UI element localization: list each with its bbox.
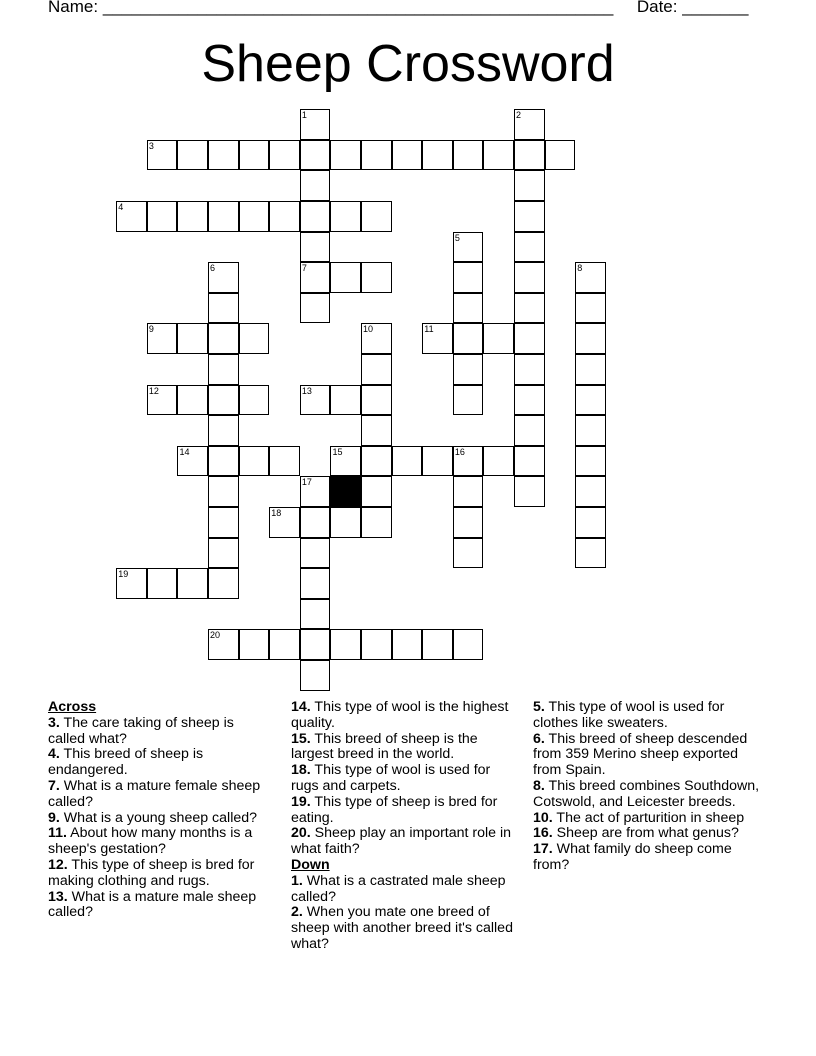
grid-cell[interactable] [269,629,300,660]
grid-cell[interactable] [483,323,514,354]
grid-cell[interactable] [514,109,545,140]
grid-cell[interactable] [147,568,178,599]
grid-cell[interactable] [177,568,208,599]
grid-cell[interactable] [177,385,208,416]
clue-across-20: 20. Sheep play an important role in what faith? [291,825,512,858]
grid-cell[interactable] [514,354,545,385]
grid-cell[interactable] [361,415,392,446]
clue-down-16: 16. Sheep are from what genus? [533,825,739,842]
grid-cell[interactable] [300,507,331,538]
grid-cell[interactable] [300,629,331,660]
grid-cell[interactable] [514,415,545,446]
grid-cell[interactable] [269,446,300,477]
clue-number: 20 [210,630,221,641]
grid-cell[interactable] [208,323,239,354]
grid-cell[interactable] [330,140,361,171]
grid-cell[interactable] [147,201,178,232]
grid-cell[interactable] [453,293,484,324]
grid-cell[interactable] [177,446,208,477]
grid-cell[interactable] [330,629,361,660]
grid-cell[interactable] [239,629,270,660]
clue-number: 2 [516,110,522,121]
grid-cell[interactable] [514,385,545,416]
clue-down-2: 2. When you mate one breed of sheep with another breed it's called what? [291,904,513,952]
grid-cell[interactable] [239,323,270,354]
grid-cell[interactable] [453,538,484,569]
grid-cell[interactable] [422,446,453,477]
grid-cell[interactable] [361,262,392,293]
clue-number: 6 [210,263,216,274]
grid-cell[interactable] [361,507,392,538]
grid-cell[interactable] [453,476,484,507]
grid-cell[interactable] [300,201,331,232]
grid-cell[interactable] [239,446,270,477]
grid-cell[interactable] [361,354,392,385]
grid-cell[interactable] [483,446,514,477]
grid-cell[interactable] [330,201,361,232]
grid-cell[interactable] [575,385,606,416]
clue-number: 8 [577,263,583,274]
grid-cell[interactable] [392,140,423,171]
grid-cell[interactable] [300,660,331,691]
clue-number: 3 [148,140,154,151]
grid-cell[interactable] [453,262,484,293]
clue-number: 17 [301,477,312,488]
grid-cell[interactable] [208,568,239,599]
grid-cell[interactable] [147,140,178,171]
grid-cell[interactable] [208,354,239,385]
grid-cell[interactable] [330,385,361,416]
grid-cell[interactable] [208,476,239,507]
clue-number: 15 [332,446,343,457]
grid-cell[interactable] [514,170,545,201]
grid-cell[interactable] [575,415,606,446]
grid-cell[interactable] [361,385,392,416]
grid-cell[interactable] [208,507,239,538]
grid-cell[interactable] [361,629,392,660]
clue-down-17: 17. What family do sheep come from? [533,841,732,873]
page-title: Sheep Crossword [201,35,615,93]
grid-cell[interactable] [177,323,208,354]
grid-cell[interactable] [453,629,484,660]
grid-cell[interactable] [392,629,423,660]
grid-cell[interactable] [422,140,453,171]
clue-number: 1 [301,110,307,121]
grid-cell[interactable] [453,232,484,263]
grid-cell[interactable] [300,140,331,171]
grid-cell[interactable] [575,507,606,538]
clue-number: 16 [454,446,465,457]
grid-cell[interactable] [300,538,331,569]
grid-cell[interactable] [239,201,270,232]
grid-cell[interactable] [300,232,331,263]
grid-cell[interactable] [208,293,239,324]
grid-cell[interactable] [147,385,178,416]
clue-across-19: 19. This type of sheep is bred for eating. [291,793,498,826]
clue-down-10: 10. The act of parturition in sheep [533,809,745,826]
grid-cell[interactable] [208,446,239,477]
grid-cell[interactable] [575,476,606,507]
grid-cell[interactable] [361,201,392,232]
grid-cell[interactable] [116,201,147,232]
clue-number: 10 [363,324,374,335]
grid-cell[interactable] [269,140,300,171]
grid-cell[interactable] [453,446,484,477]
across-heading: Across [48,699,97,715]
clue-down-8: 8. This breed combines Southdown, Cotswold, and Leicester breeds. [533,777,760,810]
grid-cell[interactable] [422,629,453,660]
grid-cell[interactable] [330,507,361,538]
grid-cell[interactable] [392,446,423,477]
clues-column-1 [48,700,273,921]
grid-cell[interactable] [514,262,545,293]
grid-cell[interactable] [453,140,484,171]
grid-cell[interactable] [208,385,239,416]
grid-cell[interactable] [361,476,392,507]
grid-cell[interactable] [575,323,606,354]
grid-cell[interactable] [575,262,606,293]
clue-across-7: 7. What is a mature female sheep called? [48,777,261,810]
grid-cell[interactable] [483,140,514,171]
clue-across-13: 13. What is a mature male sheep called? [48,888,257,921]
clue-across-4: 4. This breed of sheep is endangered. [48,746,204,779]
grid-cell[interactable] [208,201,239,232]
clue-number: 11 [424,324,434,335]
grid-cell[interactable] [300,170,331,201]
grid-cell[interactable] [514,140,545,171]
grid-cell[interactable] [514,293,545,324]
down-heading: Down [291,856,330,873]
grid-cell[interactable] [453,385,484,416]
grid-cell[interactable] [514,201,545,232]
clue-down-5: 5. This type of wool is used for clothes like sweaters. [533,699,725,731]
clue-number: 7 [301,263,307,274]
clue-across-11: 11. About how many months is a sheep's gestation? [48,825,253,858]
clue-number: 19 [118,569,129,580]
grid-cell[interactable] [330,446,361,477]
grid-cell[interactable] [514,476,545,507]
grid-cell[interactable] [300,599,331,630]
grid-cell[interactable] [177,201,208,232]
grid-cell[interactable] [575,293,606,324]
grid-cell[interactable] [422,323,453,354]
grid-cell[interactable] [453,507,484,538]
clues-column-3 [533,700,768,874]
clue-number: 13 [301,385,312,396]
grid-cell[interactable] [545,140,576,171]
grid-cell[interactable] [269,201,300,232]
grid-cell[interactable] [300,109,331,140]
clue-number: 4 [118,202,124,213]
date-label: Date: [636,0,678,16]
grid-cell[interactable] [300,262,331,293]
grid-cell[interactable] [116,568,147,599]
clue-number: 14 [179,446,190,457]
grid-cell[interactable] [361,446,392,477]
grid-cell[interactable] [208,629,239,660]
grid-cell[interactable] [453,354,484,385]
grid-cell[interactable] [300,293,331,324]
clue-number: 12 [148,385,159,396]
grid-cell[interactable] [208,538,239,569]
grid-cell[interactable] [147,323,178,354]
clue-number: 9 [148,324,154,335]
clue-across-18: 18. This type of wool is used for rugs and carpets. [291,762,491,794]
date-field[interactable]: _______ [682,0,749,16]
clue-number: 18 [271,508,282,519]
grid-cell[interactable] [300,568,331,599]
grid-cell[interactable] [575,538,606,569]
grid-cell[interactable] [575,354,606,385]
clue-across-15: 15. This breed of sheep is the largest breed in the world. [291,730,478,763]
grid-cell[interactable] [361,140,392,171]
grid-cell[interactable] [514,232,545,263]
clue-down-6: 6. This breed of sheep descended from 359 Merino sheep exported from Spain. [533,730,748,779]
clue-down-1: 1. What is a castrated male sheep called? [291,872,506,905]
grid-cell[interactable] [300,385,331,416]
grid-cell[interactable] [514,446,545,477]
clue-across-9: 9. What is a young sheep called? [48,809,258,826]
grid-cell[interactable] [514,323,545,354]
grid-cell[interactable] [300,476,331,507]
name-field[interactable]: ______________________________________________________ [102,0,614,16]
grid-cell[interactable] [239,140,270,171]
grid-cell[interactable] [269,507,300,538]
grid-cell[interactable] [208,262,239,293]
clues-column-2 [291,700,521,953]
grid-cell[interactable] [208,415,239,446]
grid-cell[interactable] [453,323,484,354]
clue-number: 5 [454,232,460,243]
clue-across-12: 12. This type of sheep is bred for making clothing and rugs. [48,856,255,889]
grid-cell[interactable] [239,385,270,416]
grid-cell[interactable] [575,446,606,477]
black-cell [330,476,361,507]
grid-cell[interactable] [330,262,361,293]
name-label: Name: [48,0,99,16]
grid-cell[interactable] [208,140,239,171]
grid-cell[interactable] [361,323,392,354]
grid-cell[interactable] [177,140,208,171]
clue-across-14: 14. This type of wool is the highest quality. [291,699,509,731]
clue-across-3: 3. The care taking of sheep is called what? [48,714,234,747]
